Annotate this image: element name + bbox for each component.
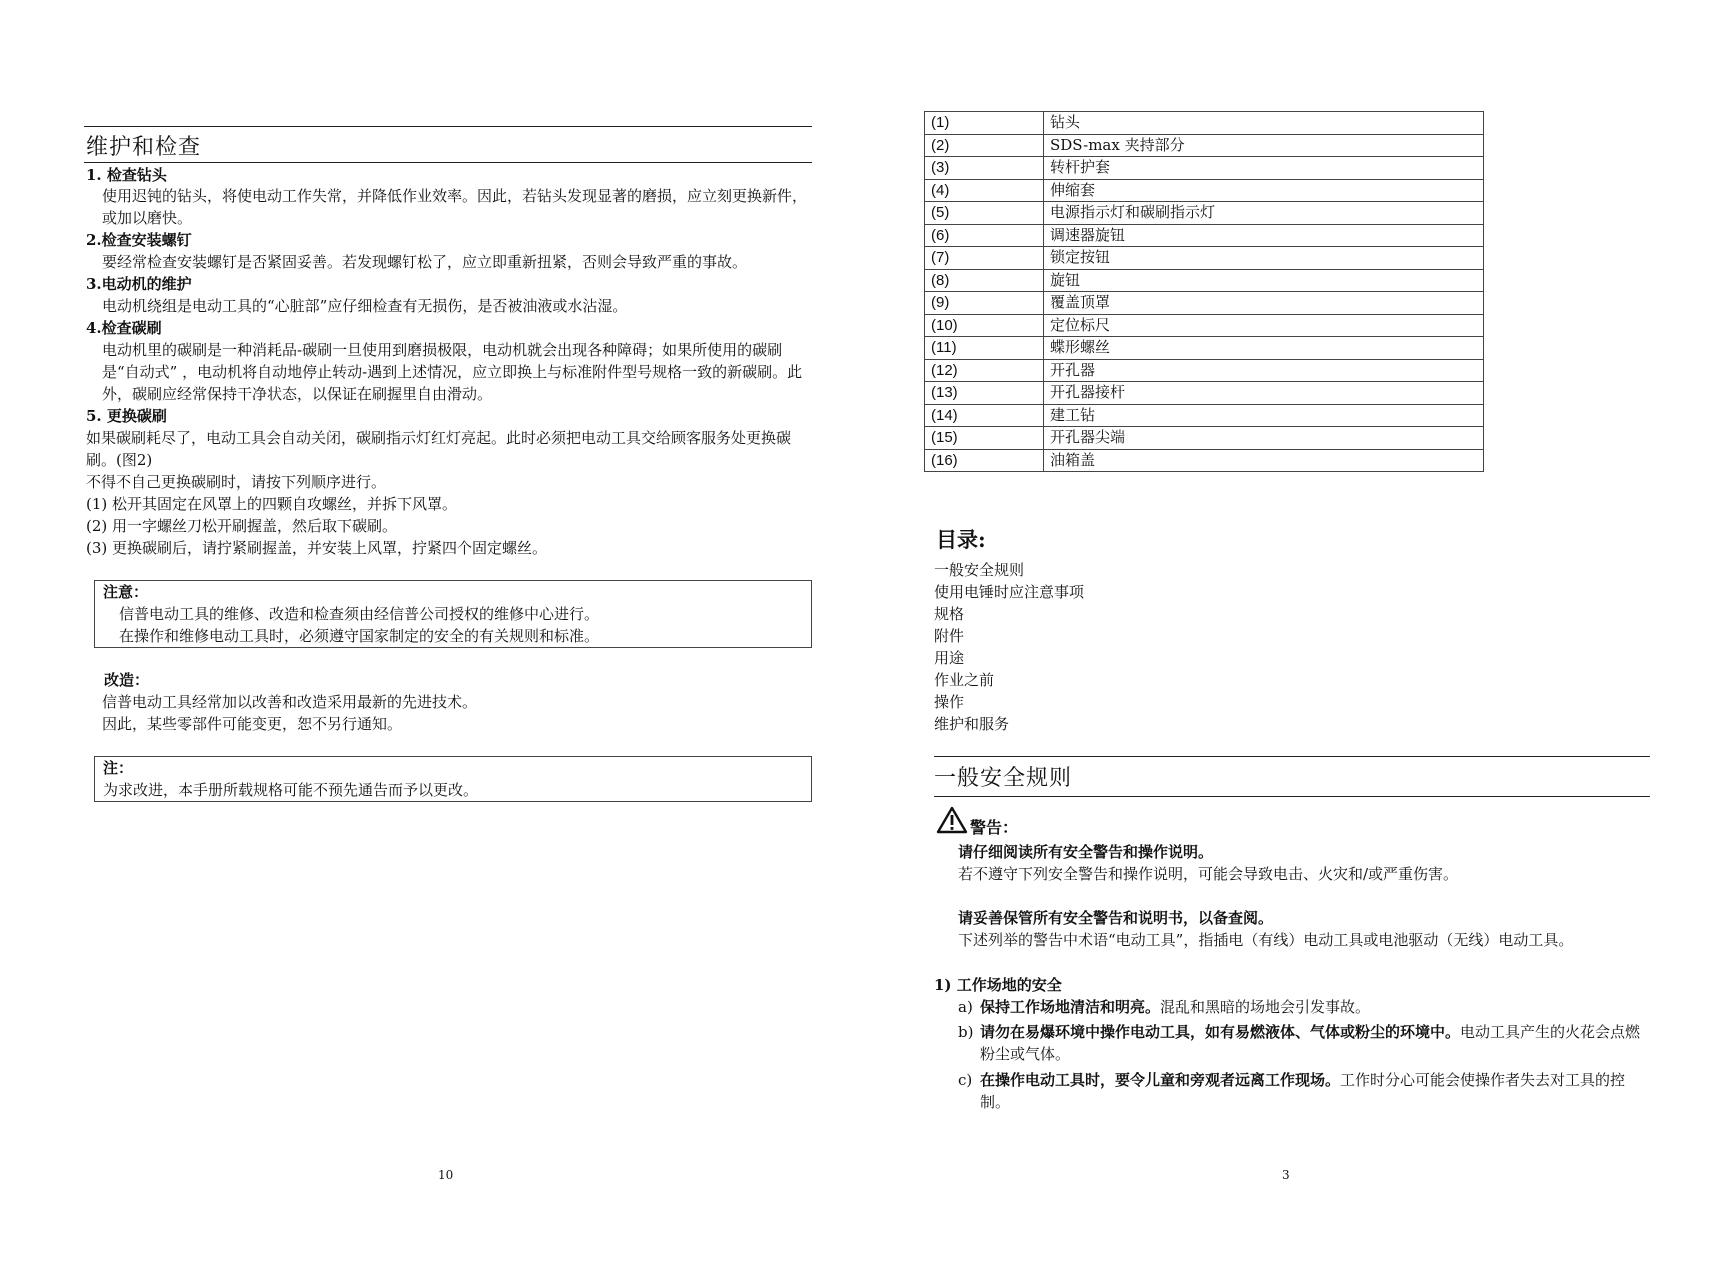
note-box [94,756,812,802]
warning-text: 若不遵守下列安全警告和操作说明，可能会导致电击、火灾和/或严重伤害。 [958,865,1459,883]
title-bottom-rule [84,162,812,163]
section-text: 要经常检查安装螺钉是否紧固妥善。若发现螺钉松了，应立即重新扭紧，否则会导致严重的事故。 [102,253,748,271]
part-name-cell: 电源指示灯和碳刷指示灯 [1044,202,1484,225]
toc-item: 维护和服务 [934,715,1010,733]
part-name-cell: 定位标尺 [1044,314,1484,337]
part-name-cell: 伸缩套 [1044,179,1484,202]
toc-item: 操作 [934,693,965,711]
warning-triangle-icon [936,806,968,834]
table-row [925,359,1484,382]
toc-list [934,559,1084,735]
modification-line: 信普电动工具经常加以改善和改造采用最新的先进技术。 [102,693,478,711]
page-title: 维护和检查 [86,135,202,160]
warning-label: 警告： [970,818,1019,837]
toc-item: 一般安全规则 [934,561,1025,579]
table-row [925,269,1484,292]
toc-title: 目录: [936,527,986,552]
notice-line: 在操作和维修电动工具时，必须遵守国家制定的安全的有关规则和标准。 [119,627,600,645]
table-row [925,404,1484,427]
step-item: (1) 松开其固定在风罩上的四颗自攻螺丝，并拆下风罩。 [86,495,458,513]
item-text: 电动工具产生的火花会点燃粉尘或气体。 [980,1023,1641,1063]
part-name-cell: 开孔器接杆 [1044,382,1484,405]
title-top-rule [84,126,812,127]
table-row [925,314,1484,337]
page-number: 10 [438,1168,454,1182]
item-bold: 保持工作场地清洁和明亮。 [980,998,1161,1016]
item-text: 工作时分心可能会使操作者失去对工具的控制。 [980,1071,1626,1111]
section-title: 4.检查碳刷 [86,319,162,337]
part-number-cell: (13) [925,382,1044,405]
part-name-cell: 开孔器尖端 [1044,427,1484,450]
part-number-cell: (2) [925,134,1044,157]
part-number-cell: (14) [925,404,1044,427]
right-page [856,0,1713,1282]
item-label: b) [958,1023,974,1041]
toc-item: 用途 [934,649,965,667]
warning-text: 下述列举的警告中术语“电动工具”，指插电（有线）电动工具或电池驱动（无线）电动工具。 [958,931,1574,949]
part-name-cell: 油箱盖 [1044,449,1484,472]
item-bold: 在操作电动工具时，要令儿童和旁观者远离工作现场。 [980,1071,1341,1089]
table-row [925,134,1484,157]
part-number-cell: (7) [925,247,1044,270]
note-line: 为求改进，本手册所载规格可能不预先通告而予以更改。 [103,781,479,799]
notice-box [94,580,812,648]
list-item [958,996,1648,1018]
section-title: 2.检查安装螺钉 [86,231,192,249]
item-text: 混乱和黑暗的场地会引发事故。 [1160,998,1371,1016]
notice-line: 信普电动工具的维修、改造和检查须由经信普公司授权的维修中心进行。 [119,605,600,623]
item-bold: 请勿在易爆环境中操作电动工具，如有易燃液体、气体或粉尘的环境中。 [980,1023,1461,1041]
item-title: 1) 工作场地的安全 [934,976,1062,994]
part-name-cell: 建工钻 [1044,404,1484,427]
table-row [925,179,1484,202]
table-row [925,427,1484,450]
part-name-cell: 旋钮 [1044,269,1484,292]
part-name-cell: 锁定按钮 [1044,247,1484,270]
section-title: 5. 更换碳刷 [86,407,167,425]
part-number-cell: (5) [925,202,1044,225]
list-item [958,1069,1648,1113]
item-label: a) [958,998,973,1016]
part-name-cell: 覆盖顶罩 [1044,292,1484,315]
part-number-cell: (6) [925,224,1044,247]
table-row [925,292,1484,315]
table-row [925,247,1484,270]
part-number-cell: (4) [925,179,1044,202]
part-number-cell: (10) [925,314,1044,337]
step-item: (2) 用一字螺丝刀松开刷握盖，然后取下碳刷。 [86,517,398,535]
table-row [925,224,1484,247]
page-number: 3 [1282,1168,1290,1182]
part-name-cell: 调速器旋钮 [1044,224,1484,247]
section-text: 电动机里的碳刷是一种消耗品-碳刷一旦使用到磨损极限，电动机就会出现各种障碍；如果所使用的碳刷是“自动式” ，电动机将自动地停止转动-遇到上述情况，应立即换上与标准附件型号规格一致的新碳刷。此外，碳刷应经常保持干净状态，以保证在刷握里自由滑动。 [102,341,803,403]
warning-bold: 请仔细阅读所有安全警告和操作说明。 [958,843,1214,861]
part-number-cell: (1) [925,112,1044,135]
part-name-cell: 开孔器 [1044,359,1484,382]
part-number-cell: (12) [925,359,1044,382]
toc-item: 作业之前 [934,671,995,689]
section-heading: 一般安全规则 [934,766,1073,791]
title-top-rule [934,756,1650,757]
table-row [925,157,1484,180]
modification-title: 改造： [104,671,150,689]
part-name-cell: 钻头 [1044,112,1484,135]
warning-bold: 请妥善保管所有安全警告和说明书，以备查阅。 [958,909,1274,927]
section-text: 使用迟钝的钻头，将使电动工作失常，并降低作业效率。因此，若钻头发现显著的磨损，应立刻更换新件，或加以磨快。 [102,187,808,227]
parts-table [924,111,1484,472]
part-name-cell: 转杆护套 [1044,157,1484,180]
table-row [925,449,1484,472]
part-number-cell: (15) [925,427,1044,450]
toc-item: 附件 [934,627,965,645]
title-bottom-rule [934,796,1650,797]
note-title: 注： [103,759,134,777]
part-number-cell: (9) [925,292,1044,315]
section-text: 电动机绕组是电动工具的“心脏部”应仔细检查有无损伤，是否被油液或水沾湿。 [102,297,628,315]
notice-title: 注意： [103,583,149,601]
part-number-cell: (3) [925,157,1044,180]
section-text: 如果碳刷耗尽了，电动工具会自动关闭，碳刷指示灯红灯亮起。此时必须把电动工具交给顾客服务处更换碳刷。(图2) [86,429,792,469]
section-title: 3.电动机的维护 [86,275,192,293]
section-title: 1. 检查钻头 [86,166,167,184]
table-row [925,112,1484,135]
part-name-cell: SDS-max 夹持部分 [1044,134,1484,157]
part-number-cell: (8) [925,269,1044,292]
table-row [925,202,1484,225]
step-item: (3) 更换碳刷后，请拧紧刷握盖，并安装上风罩，拧紧四个固定螺丝。 [86,539,548,557]
modification-line: 因此，某些零部件可能变更，恕不另行通知。 [102,715,403,733]
item-label: c) [958,1071,973,1089]
part-number-cell: (16) [925,449,1044,472]
section-text: 不得不自己更换碳刷时，请按下列顺序进行。 [86,473,387,491]
left-page [0,0,856,1282]
part-number-cell: (11) [925,337,1044,360]
table-row [925,382,1484,405]
table-row [925,337,1484,360]
list-item [958,1021,1648,1065]
toc-item: 规格 [934,605,965,623]
part-name-cell: 蝶形螺丝 [1044,337,1484,360]
toc-item: 使用电锤时应注意事项 [934,583,1085,601]
